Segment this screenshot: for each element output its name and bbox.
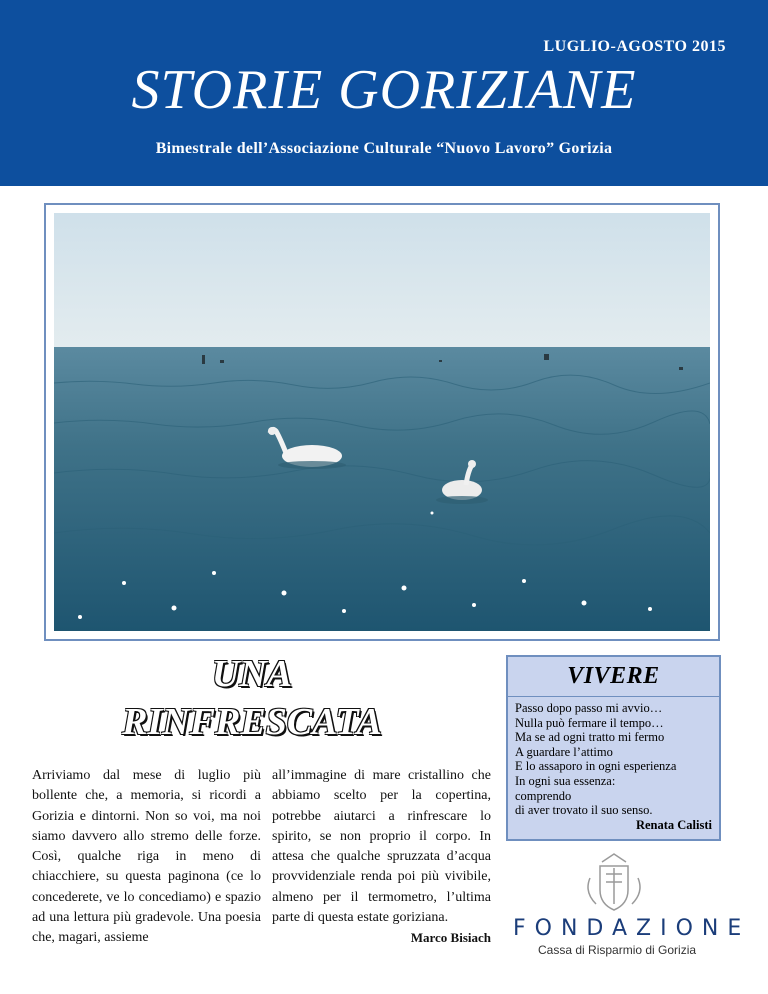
cover-photo-frame — [44, 203, 720, 641]
article-headline: UNA RINFRESCATA — [122, 653, 382, 743]
poem-line: Passo dopo passo mi avvio… — [515, 701, 663, 715]
poem-author: Renata Calisti — [635, 817, 712, 832]
poem-lines — [508, 701, 719, 818]
masthead — [0, 0, 768, 186]
article-column-1: Arriviamo dal mese di luglio più bollente che, a memoria, si ricordi a Gorizia e dintorni. Non so voi, ma noi siamo davvero allo stremo delle forze. Così, qualche riga in meno di chiacchiere, su questa paginona (ce lo concederete, ve lo concediamo) e spazio ad una lettura più gradevole. Una poesia che, magari, assieme — [32, 768, 261, 946]
fondazione-logo: FONDAZIONE — [513, 916, 751, 941]
article-column-2 — [272, 766, 491, 949]
magazine-subtitle: Bimestrale dell’Associazione Culturale “Nuovo Lavoro” Gorizia — [155, 140, 613, 157]
fondazione-crest-icon — [580, 848, 648, 916]
poem-line: E lo assaporo in ogni esperienza — [515, 759, 677, 774]
cover-photo-swans-at-sea — [54, 213, 710, 631]
article-author: Marco Bisiach — [410, 930, 491, 946]
poem-line: Ma se ad ogni tratto mi fermo — [515, 730, 665, 745]
article-column-2-text: all’immagine di mare cristallino che abbiamo scelto per la copertina, potrebbe aiutarci a rinfrescare lo spirito, se non proprio il corpo. In attesa che qualche spruzzata d’acqua provvidenziale renda poi più vivibile, almeno per il termometro, l’ultima parte di questa estate goriziana. — [272, 768, 491, 926]
magazine-title: STORIE GORIZIANE — [131, 59, 637, 121]
fondazione-subtitle: Cassa di Risparmio di Gorizia — [538, 943, 697, 957]
poem-divider — [508, 696, 719, 697]
poem-line: di aver trovato il suo senso. — [515, 803, 653, 818]
poem-line: In ogni sua essenza: — [515, 773, 616, 788]
poem-line: A guardare l’attimo — [515, 744, 613, 759]
poem-line: Nulla può fermare il tempo… — [515, 715, 664, 730]
poem-title: VIVERE — [567, 663, 660, 689]
poem-box — [506, 655, 721, 841]
issue-date: LUGLIO-AGOSTO 2015 — [543, 38, 726, 55]
poem-line: comprendo — [515, 788, 572, 803]
